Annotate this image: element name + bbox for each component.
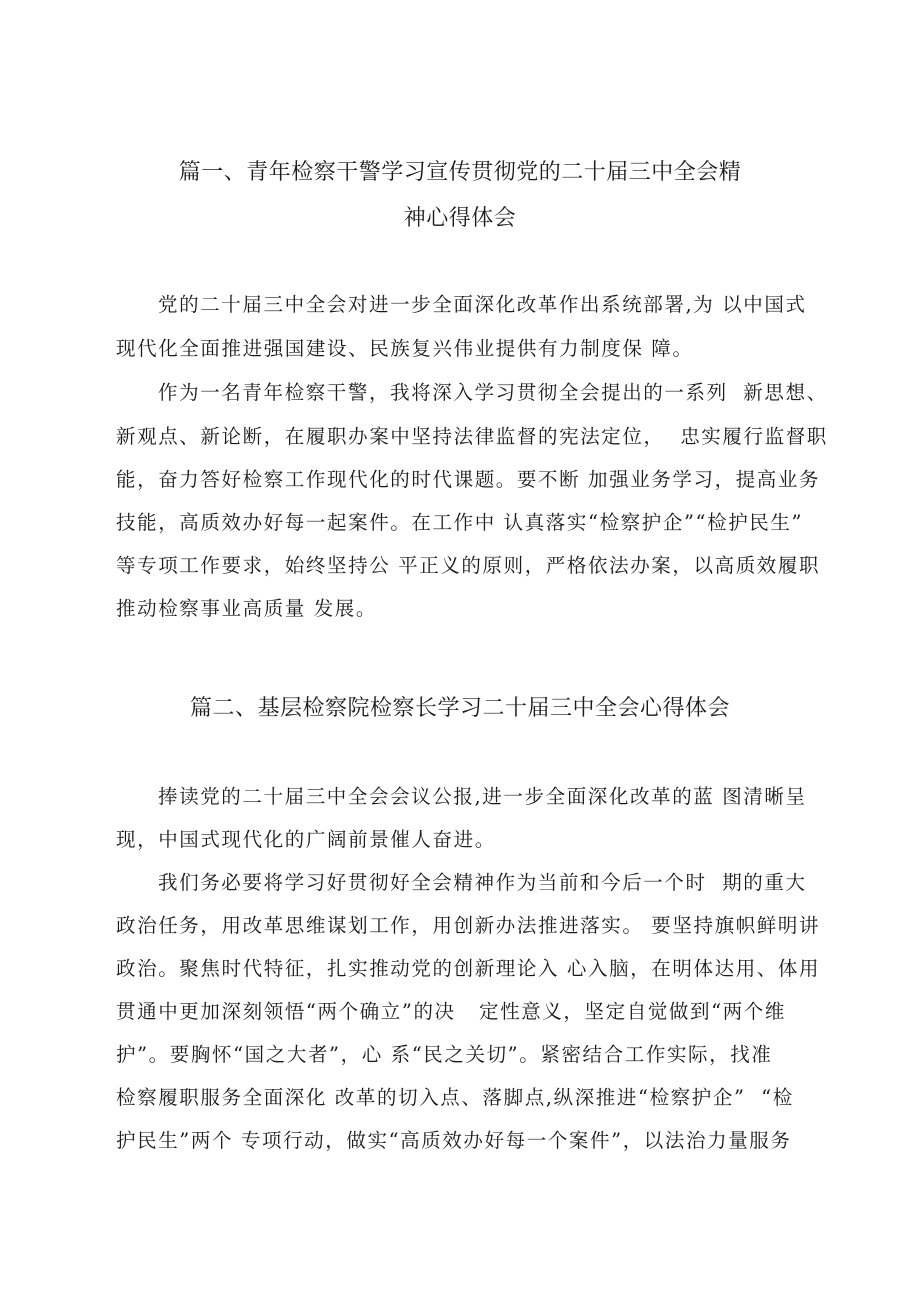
paragraph-line: 等专项工作要求，始终坚持公 平正义的原则，严格依法办案，以高质效履职	[116, 554, 821, 577]
section-1-title	[100, 150, 820, 242]
section-1-title-line: 神心得体会	[403, 206, 517, 231]
paragraph-line: 作为一名青年检察干警，我将深入学习贯彻全会提出的一系列 新思想、	[158, 381, 828, 404]
paragraph-line: 推动检察事业高质量 发展。	[116, 597, 377, 620]
paragraph-line: 我们务必要将学习好贯彻好全会精神作为当前和今后一个时 期的重大	[158, 871, 807, 894]
paragraph-line: 护”。要胸怀“国之大者”，心 系“民之关切”。紧密结合工作实际，找准	[116, 1043, 773, 1066]
paragraph-line: 技能，高质效办好每一起案件。在工作中 认真落实“检察护企”“检护民生”	[116, 511, 804, 534]
paragraph-line: 检察履职服务全面深化 改革的切入点、落脚点,纵深推进“检察护企” “检	[116, 1086, 794, 1109]
paragraph-line: 能，奋力答好检察工作现代化的时代课题。要不断 加强业务学习，提高业务	[116, 468, 821, 491]
paragraph-line: 政治任务，用改革思维谋划工作，用创新办法推进落实。 要坚持旗帜鲜明讲	[116, 914, 821, 937]
section-2-title	[100, 686, 820, 732]
paragraph-line: 贯通中更加深刻领悟“两个确立”的决 定性意义，坚定自觉做到“两个维	[116, 1000, 787, 1023]
paragraph-line: 现，中国式现代化的广阔前景催人奋进。	[116, 828, 496, 851]
section-2-title-line: 篇二、基层检察院检察长学习二十届三中全会心得体会	[189, 696, 730, 721]
paragraph-line: 政治。聚焦时代特征，扎实推动党的创新理论入 心入脑，在明体达用、体用	[116, 957, 821, 980]
section-1-title-line: 篇一、青年检察干警学习宣传贯彻党的二十届三中全会精	[178, 160, 742, 185]
paragraph-line: 护民生”两个 专项行动，做实“高质效办好每一个案件”，以法治力量服务	[116, 1129, 792, 1152]
paragraph-line: 新观点、新论断，在履职办案中坚持法律监督的宪法定位， 忠实履行监督职	[116, 425, 828, 448]
paragraph-line: 捧读党的二十届三中全会会议公报,进一步全面深化改革的蓝 图清晰呈	[158, 785, 807, 808]
paragraph-line: 党的二十届三中全会对进一步全面深化改革作出系统部署,为 以中国式	[158, 293, 807, 316]
paragraph-line: 现代化全面推进强国建设、民族复兴伟业提供有力制度保 障。	[116, 337, 694, 360]
